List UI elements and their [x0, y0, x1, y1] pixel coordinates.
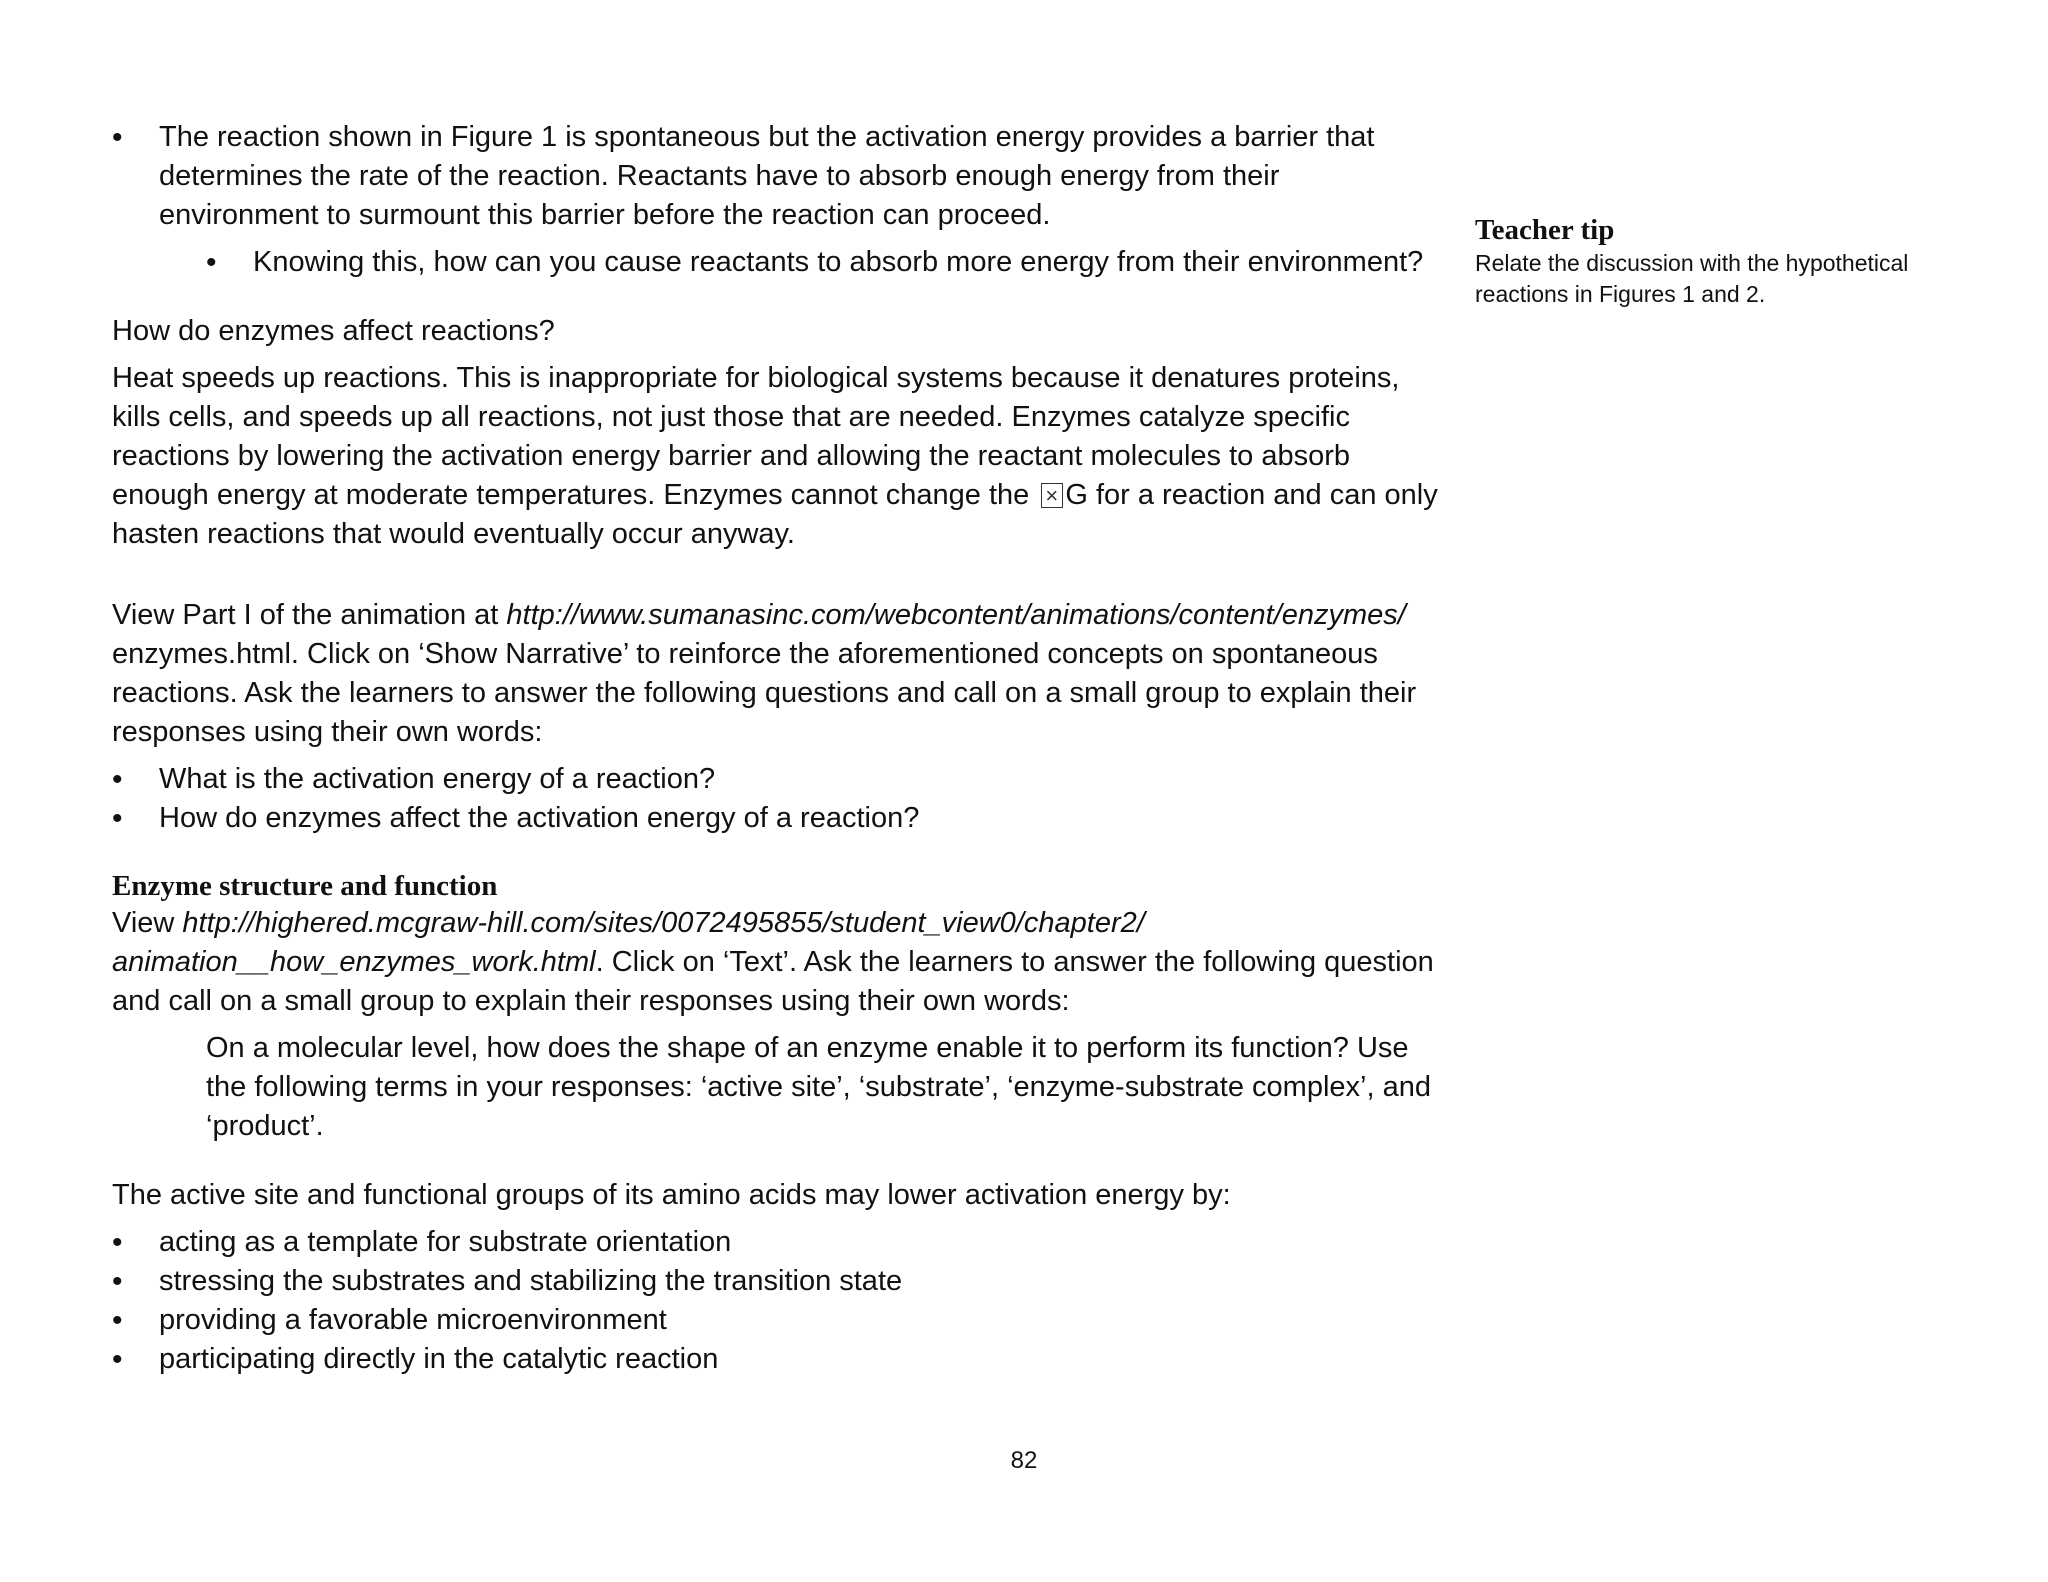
animation-bullet-list — [112, 760, 1442, 838]
missing-delta-icon — [1041, 483, 1063, 508]
view-url-link[interactable]: http://highered.mcgraw-hill.com/sites/0072495855/student_view0/chapter2/ animation__how_enzymes_work.html — [112, 907, 1145, 978]
heat-paragraph — [112, 359, 1442, 554]
teacher-tip-sidebar — [1475, 212, 1945, 310]
view-rest: . Click on ‘Text’. Ask the learners to answer the following question and call on a small group to explain their responses using their own words: — [112, 946, 1434, 1017]
animation-paragraph — [112, 596, 1442, 752]
list-item: • How do enzymes affect the activation energy of a reaction? — [112, 799, 1442, 838]
view-paragraph — [112, 904, 1442, 1021]
list-item: • The reaction shown in Figure 1 is spontaneous but the activation energy provides a barrier that determines the rate of the reaction. Reactants have to absorb enough energy from their environment to surmount this barrier before the reaction can proceed. — [112, 118, 1442, 235]
list-item: • stressing the substrates and stabilizing the transition state — [112, 1262, 1442, 1301]
indented-question: On a molecular level, how does the shape of an enzyme enable it to perform its function? Use the following terms in your responses: ‘active site’, ‘substrate’, ‘enzyme-substrate complex’, and ‘product’. — [206, 1032, 1431, 1142]
top-bullet-list — [112, 118, 1442, 282]
teacher-tip-title: Teacher tip — [1475, 214, 1615, 246]
main-content — [112, 118, 1442, 1379]
teacher-tip-text: Relate the discussion with the hypothetical reactions in Figures 1 and 2. — [1475, 250, 1909, 307]
list-item: • Knowing this, how can you cause reactants to absorb more energy from their environment? — [112, 243, 1442, 282]
section-heading: Enzyme structure and function — [112, 870, 498, 902]
list-item: • providing a favorable microenvironment — [112, 1301, 1442, 1340]
heat-text-before: Heat speeds up reactions. This is inappropriate for biological systems because it denatures proteins, kills cells, and speeds up all reactions, not just those that are needed. Enzymes catalyze specific reactions by lowering the activation energy barrier and allowing the reactant molecules to absorb enough energy at moderate temperatures. Enzymes cannot change the — [112, 362, 1400, 511]
active-site-bullet-list — [112, 1223, 1442, 1379]
list-item: • acting as a template for substrate orientation — [112, 1223, 1442, 1262]
animation-intro: View Part I of the animation at — [112, 599, 507, 631]
heat-text-after: G for a reaction and can only hasten reactions that would eventually occur anyway. — [112, 479, 1438, 550]
view-intro: View — [112, 907, 183, 939]
animation-url-link[interactable]: http://www.sumanasinc.com/webcontent/animations/content/enzymes/ — [506, 599, 1406, 631]
enzyme-question: How do enzymes affect reactions? — [112, 315, 555, 347]
list-item: • What is the activation energy of a reaction? — [112, 760, 1442, 799]
animation-rest: enzymes.html. Click on ‘Show Narrative’ to reinforce the aforementioned concepts on spontaneous reactions. Ask the learners to answer the following questions and call on a small group to explain their responses using their own words: — [112, 638, 1417, 748]
active-site-intro: The active site and functional groups of its amino acids may lower activation energy by: — [112, 1179, 1231, 1211]
list-item: • participating directly in the catalytic reaction — [112, 1340, 1442, 1379]
page-number: 82 — [1010, 1447, 1038, 1474]
